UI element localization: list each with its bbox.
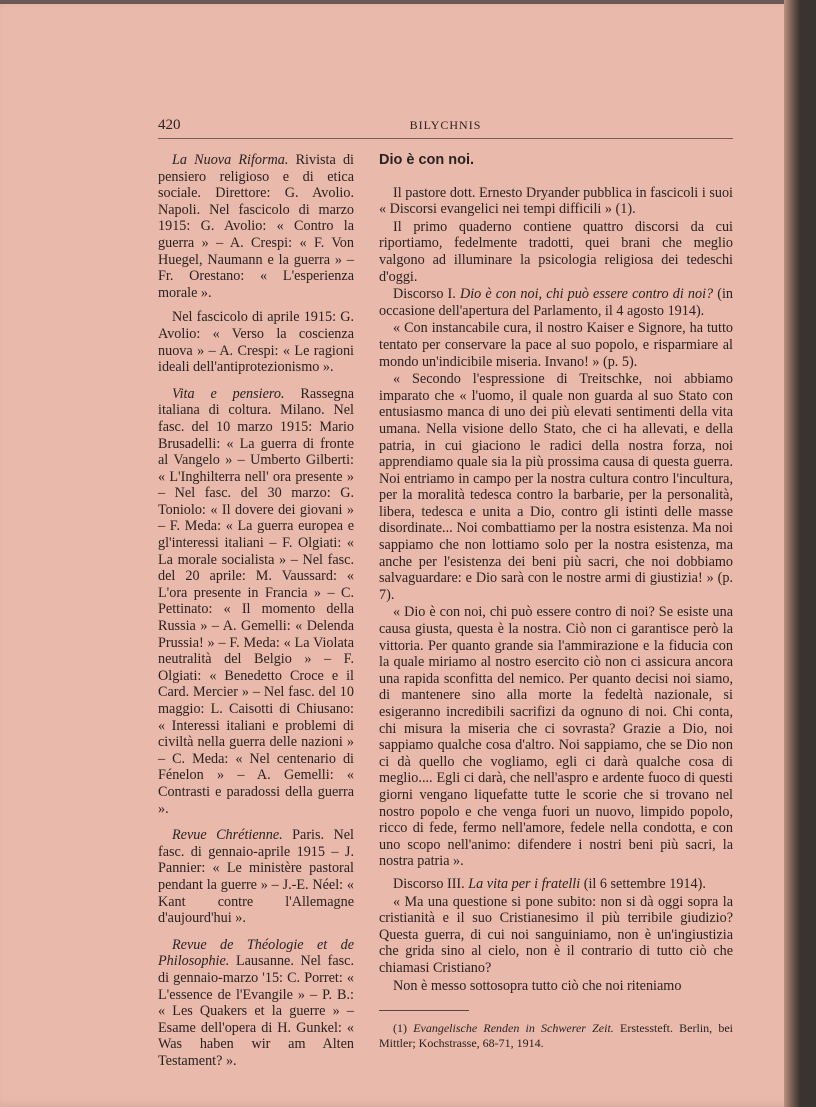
article-paragraph: Non è messo sottosopra tutto ciò che noi riteniamo xyxy=(393,977,682,994)
review-entry-revue-de-theologie xyxy=(158,937,354,1070)
entry-text: Rassegna italiana di coltura. Milano. Nel fasc. del 10 marzo 1915: Mario Brusadelli: « La guerra di fronte al Vangelo » – Umberto Gilberti: « L'Inghilterra nell' ora presente » – Nel fasc. del 30 marzo: G. Toniolo: « Il dovere dei giovani » – F. Meda: « La guerra europea e gl'interessi italiani – F. Olgiati: « La morale socialista » – Nel fasc. del 20 aprile: M. Vaussard: « L'ora presente in Francia » – C. Pettinato: « Il momento della Russia » – A. Gemelli: « Delenda Prussia! » – F. Meda: « La Violata neutralità del Belgio » – F. Olgiati: « Benedetto Croce e il Card. Mercier » – Nel fasc. del 10 maggio: L. Caisotti di Chiusano: « Interessi italiani e problemi di civiltà nella guerra delle nazioni » – C. Meda: « Nel centenario di Fénelon » – A. Gemelli: « Contrasti e paradossi della guerra ». xyxy=(158,385,354,817)
review-entry-la-nuova-riforma xyxy=(158,152,354,301)
article-paragraph: « Dio è con noi, chi può essere contro di noi? Se esiste una causa giusta, questa è la nostra. Ciò non ci garantisce però la vittoria. Per quanto grande sia l'ammirazione e la fiducia con la quale miriamo al nostro esercito ciò non ci assicura ancora una rapida sconfitta del nemico. Per quanto decisi noi siamo, di mantenere sino alla morte la fedeltà nazionale, si esigeranno incredibili sacrifizi da ognuno di noi. Chi conta, chi misura la miseria che ci sovrasta? Grazie a Dio, noi sappiamo qualche cosa d'altro. Noi sappiamo, che se Dio non ci dà quello che vogliamo, egli ci darà qualche cosa di meglio.... Egli ci darà, che nell'aspro e ardente fuoco di questi giorni vengano liquefatte tutte le scorie che si trovano nel nostro popolo e che venga fuori un nuovo, limpido popolo, ricco di fede, fermo nell'amore, fedele nella condotta, e con uno scopo nell'animo: difendere i nostri beni più sacri, la nostra patria ». xyxy=(379,604,733,870)
entry-text: Paris. Nel fasc. di gennaio-aprile 1915 – J. Pannier: « Le ministère pastoral pendant la guerre » – J.-E. Néel: « Kant contre l'Allemagne d'aujourd'hui ». xyxy=(158,827,354,927)
article-paragraph: Il primo quaderno contiene quattro discorsi da cui riportiamo, fedelmente tradotti, quei brani che meglio valgono ad illuminare la psicologia religiosa dei tedeschi d'oggi. xyxy=(379,218,733,285)
discourse-date: (in occasione dell'apertura del Parlamento, il 4 agosto 1914). xyxy=(379,286,734,319)
discourse-heading xyxy=(379,286,733,319)
left-column xyxy=(158,152,354,1077)
article-paragraph: « Con instancabile cura, il nostro Kaiser e Signore, ha tutto tentato per conservare la pace al suo popolo, e risparmiare al mondo un'indicibile miseria. Invano! » (p. 5). xyxy=(379,320,733,370)
footnote xyxy=(379,1021,733,1051)
article-paragraph: « Secondo l'espressione di Treitschke, noi abbiamo imparato che « l'uomo, il quale non guarda al suo Stato con entusiasmo manca di uno dei più elevati sentimenti della vita umana. Nella visione dello Stato, che ci ha allevati, e della patria, in cui giaciono le radici della nostra forza, noi apprendiamo quale sia la più prossima causa di questa guerra. Noi entriamo in campo per la nostra cultura contro l'incultura, per la moralità tedesca contro la barbarie, per la personalità, libera, tedesca e unita a Dio, contro gli istinti delle masse disordinate... Noi combattiamo per la nostra esistenza. Ma noi sappiamo che non lottiamo solo per la nostra esistenza, ma anche per l'esistenza dei beni più sacri, che noi dobbiamo salvaguardare: e Dio sarà con le nostre armi di giustizia! » (p. 7). xyxy=(379,371,733,603)
page-spine-shadow xyxy=(784,0,800,1107)
entry-paragraph: Nel fascicolo di aprile 1915: G. Avolio: « Verso la coscienza nuova » – A. Crespi: « Le ragioni ideali dell'antiprotezionismo ». xyxy=(158,309,354,376)
right-column xyxy=(379,152,733,1052)
entry-title: Revue de Théologie et de Philosophie. xyxy=(158,936,354,970)
entry-text: Lausanne. Nel fasc. di gennaio-marzo '15: C. Porret: « L'essence de l'Evangile » – P. B.: « Les Quakers et la guerre » – Esame dell'opera di H. Gunkel: « Was haben wir am Alten Testament? ». xyxy=(158,953,355,1069)
entry-title: Revue Chrétienne. xyxy=(172,827,283,844)
article-paragraph: « Ma una questione si pone subito: non si dà oggi sopra la cristianità e il suo Cristianesimo il più terribile giudizio? Questa guerra, di cui noi sanguiniamo, non è un'ingiustizia che grida sino al cielo, non è il contrario di tutto ciò che chiamasi Cristiano? xyxy=(379,893,733,976)
discourse-title: La vita per i fratelli xyxy=(468,875,581,892)
entry-title: Vita e pensiero. xyxy=(172,385,285,402)
footnote-rule xyxy=(379,1010,469,1011)
discourse-title: Dio è con noi, chi può essere contro di noi? xyxy=(459,286,714,303)
discourse-heading xyxy=(379,876,733,893)
page-top-edge xyxy=(0,0,800,4)
article-paragraph: Il pastore dott. Ernesto Dryander pubblica in fascicoli i suoi « Discorsi evangelici nei tempi difficili » (1). xyxy=(379,184,733,218)
footnote-text: Erstessteft. Berlin, bei Mittler; Kochstrasse, 68-71, 1914. xyxy=(379,1021,734,1051)
review-entry-vita-e-pensiero xyxy=(158,386,354,817)
page-header xyxy=(158,114,733,139)
section-title: Dio è con noi. xyxy=(379,152,475,168)
discourse-date: (il 6 settembre 1914). xyxy=(583,875,706,892)
running-title: BILYCHNIS xyxy=(409,118,482,132)
footnote-title: Evangelische Renden in Schwerer Zeit. xyxy=(413,1021,614,1036)
discourse-number: Discorso I. xyxy=(393,286,456,303)
review-entry-revue-chretienne xyxy=(158,827,354,927)
footnote-marker: (1) xyxy=(393,1021,407,1036)
entry-title: La Nuova Riforma. xyxy=(172,152,289,168)
discourse-number: Discorso III. xyxy=(393,875,465,892)
page-number: 420 xyxy=(158,117,181,133)
entry-text: Rivista di pensiero religioso e di etica sociale. Direttore: G. Avolio. Napoli. Nel fascicolo di marzo 1915: G. Avolio: « Contro la guerra » – A. Crespi: « F. Von Huegel, Naumann e la guerra » – Fr. Orestano: « L'esperienza morale ». xyxy=(158,152,354,301)
